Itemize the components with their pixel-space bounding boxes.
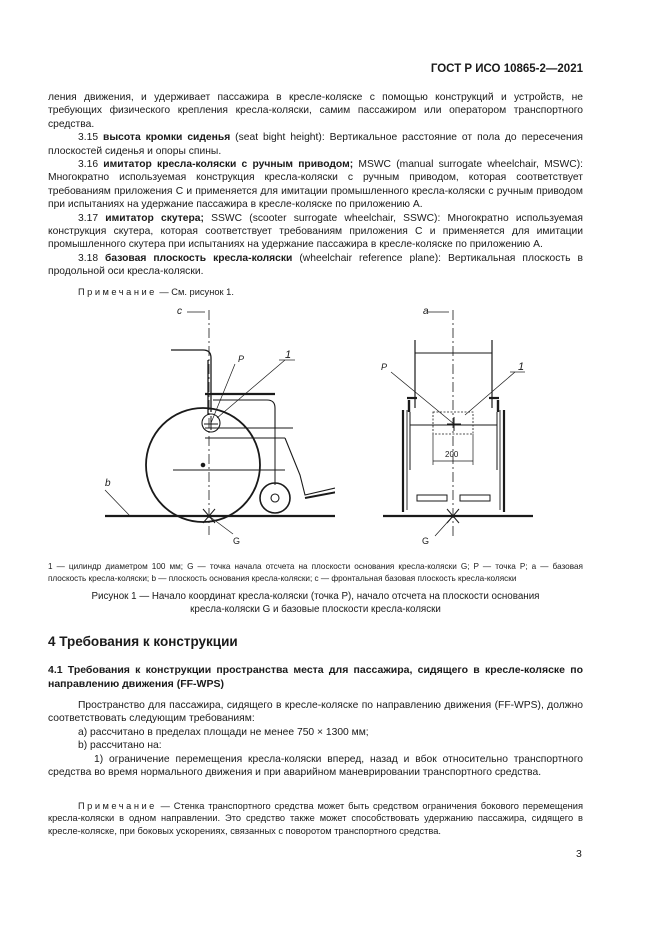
definition-3-15 [48,131,583,158]
armrest [213,400,275,428]
push-handle [171,350,211,412]
def-text: (seat bight height): Вертикальное расстояние от пола до пересечения плоскостей сиденья и опоры спины. [48,132,583,157]
section-4-heading: 4 Требования к конструкции [48,634,238,649]
def-number: 3.16 [78,159,99,171]
caption-line-2: кресла-коляски G и базовые плоскости кресла-коляски [190,604,441,615]
label-1: 1 [518,361,525,373]
leader-g [435,516,453,536]
caption-line-1: Рисунок 1 — Начало координат кресла-коляски (точка P), начало отсчета на плоскости основания [91,591,540,602]
section-4-1-body [48,699,583,779]
figure-caption [48,590,583,616]
page-number: 3 [576,848,582,860]
dimension-200: 200 [445,450,459,459]
label-p: P [238,354,245,364]
definition-3-16 [48,158,583,212]
label-a: a [423,306,429,317]
note-label: Примечание [78,287,157,297]
note-text: — См. рисунок 1. [156,287,234,297]
caster-hub [271,494,279,502]
def-number: 3.17 [78,212,99,224]
top-text-block [48,91,583,279]
figure-side-view [95,300,335,545]
caster-wheel [260,483,290,513]
leader-b [105,490,130,516]
rear-hub [201,463,205,467]
def-text: SSWC (scooter surrogate wheelchair, SSWC): Многократно используемая конструкция скутера, которая соответствует требованиям приложения С и применяется для имитации промышленного скутера при испытаниях на удержание пассажира в кресле-коляске по приложению А. [48,212,583,251]
figure-legend: 1 — цилиндр диаметром 100 мм; G — точка начала отсчета на плоскости основания кресла-коляски G; P — точка P; a — базовая плоскость кресла-коляски; b — плоскость основания кресла-коляски; c — фронтальная базовая плоскость кресла-коляски [48,562,583,583]
def-text: (wheelchair reference plane): Вертикальная плоскость в продольной оси кресла-коляски. [48,252,583,278]
footrest-left [417,495,447,501]
definition-3-18 [48,252,583,279]
footrest [305,492,335,498]
label-g: G [233,536,241,545]
paragraph-continuation: ления движения, и удерживает пассажира в кресле-коляске с помощью конструкций и устройств, не требующих физического крепления кресла-коляски, самим пассажиром или оператором транспортного средства. [48,92,583,130]
definition-3-17 [48,212,583,252]
def-number: 3.18 [78,252,99,264]
note-text: — Стенка транспортного средства может быть средством ограничения бокового перемещения кресла-коляски в одном направлении. Это средство также может способствовать удержанию пассажира, сидящего в кресле-коляске, при боковых ускорениях, связанных с поворотом транспортного средства. [48,801,583,836]
label-p: P [381,362,388,372]
note-figure-reference [48,286,583,299]
requirement-b: b) рассчитано на: [78,740,162,752]
requirements-intro: Пространство для пассажира, сидящего в кресле-коляске по направлению движения (FF-WPS), должно соответствовать следующим требованиям: [48,700,583,725]
leader-1 [465,372,515,415]
def-term: имитатор скутера; [105,212,204,224]
def-term: имитатор кресла-коляски с ручным приводом; [103,159,354,171]
label-c: c [177,306,182,317]
requirement-b1: 1) ограничение перемещения кресла-коляски вперед, назад и вбок относительно транспортного средства во время нормального движения и при аварийном маневрировании транспортного средства. [48,753,583,779]
leader-p [391,372,454,424]
figure-rear-view [365,300,555,545]
requirement-a: a) рассчитано в пределах площади не менее 750 × 1300 мм; [78,726,369,738]
label-g: G [422,536,430,545]
def-text: MSWC (manual surrogate wheelchair, MSWC): Многократно используемая конструкция кресла-коляски с ручным приводом, которая соответствует требованиям приложения С и применяется для имитации промышленного кресла-коляски с ручным приводом при испытаниях на удержание пассажира в кресле-коляске по приложению А. [48,159,583,211]
def-term: базовая плоскость кресла-коляски [105,252,293,264]
section-4-1-heading: 4.1 Требования к конструкции пространства места для пассажира, сидящего в кресле-коляске по направлению движения (FF-WPS) [48,664,583,690]
note-label: Примечание [78,801,157,811]
def-number: 3.15 [78,132,99,144]
document-header-id: ГОСТ Р ИСО 10865-2—2021 [430,63,583,75]
leg-support [285,438,335,495]
note-side-wall [48,800,583,837]
footrest-right [460,495,490,501]
label-b: b [105,478,111,489]
def-term: высота кромки сиденья [103,132,231,144]
label-1: 1 [285,349,292,361]
